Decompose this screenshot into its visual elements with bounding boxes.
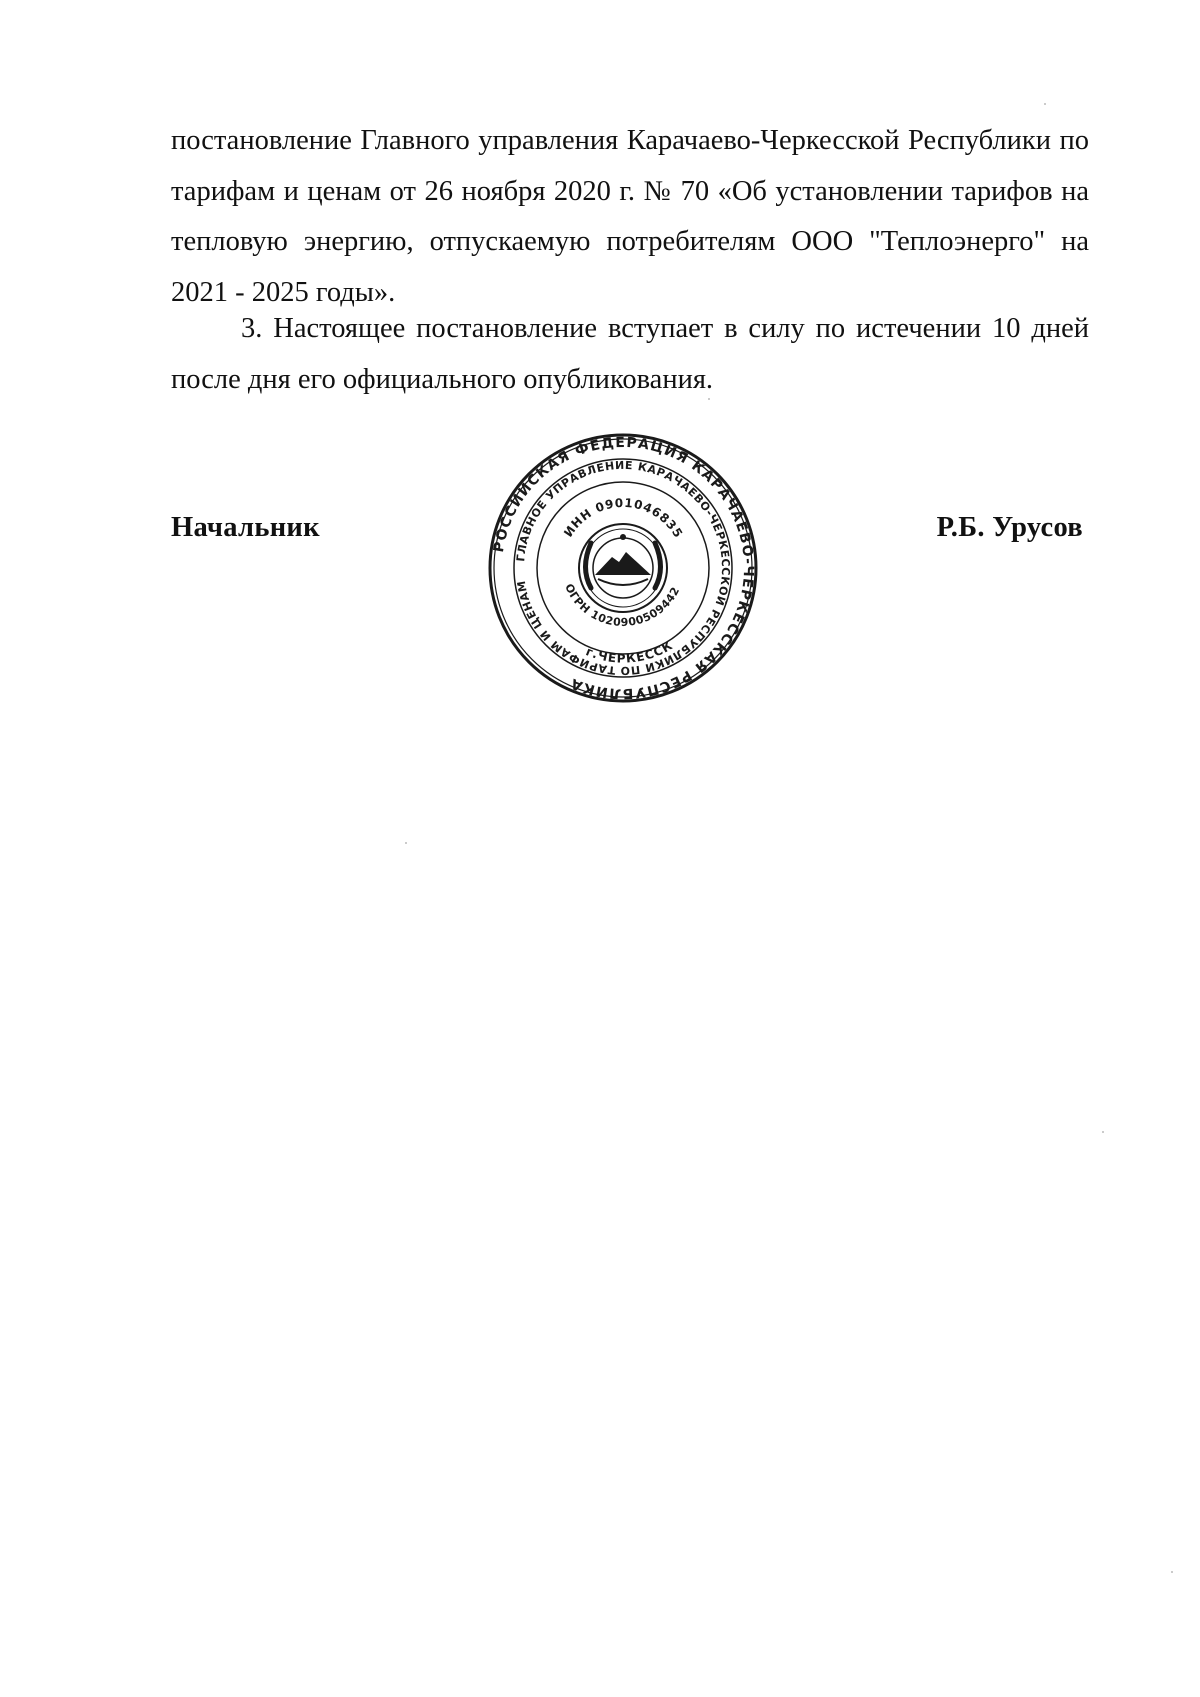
seal-outer-text: РОССИЙСКАЯ ФЕДЕРАЦИЯ КАРАЧАЕВО-ЧЕРКЕССКАЯ РЕСПУБЛИКА [490, 434, 757, 702]
seal-inn-text: ИНН 0901046835 [561, 495, 686, 541]
scan-speck [1044, 103, 1046, 105]
official-seal-icon [488, 433, 758, 703]
seal-middle-text: ГЛАВНОЕ УПРАВЛЕНИЕ КАРАЧАЕВО-ЧЕРКЕССКОЙ РЕСПУБЛИКИ ПО ТАРИФАМ И ЦЕНАМ [514, 458, 733, 678]
seal-emblem-icon [586, 534, 661, 598]
seal-city-text: г.ЧЕРКЕССК [583, 637, 676, 666]
signature-title: Начальник [171, 512, 320, 543]
signatory-name: Р.Б. Урусов [936, 512, 1083, 543]
paragraph-decree-reference: постановление Главного управления Карачаево-Черкесской Республики по тарифам и ценам от 26 ноября 2020 г. № 70 «Об установлении тарифов на тепловую энергию, отпускаемую потребителям ООО "Теплоэнерго" на 2021 - 2025 годы». [171, 125, 1089, 308]
paragraph-effective-date: 3. Настоящее постановление вступает в силу по истечении 10 дней после дня его официального опубликования. [171, 313, 1089, 395]
scan-speck [708, 398, 710, 400]
scan-speck [1102, 1131, 1104, 1133]
scan-speck [1171, 1571, 1173, 1573]
seal-ogrn-text: ОГРН 1020900509442 [562, 581, 683, 630]
scan-speck [405, 842, 407, 844]
